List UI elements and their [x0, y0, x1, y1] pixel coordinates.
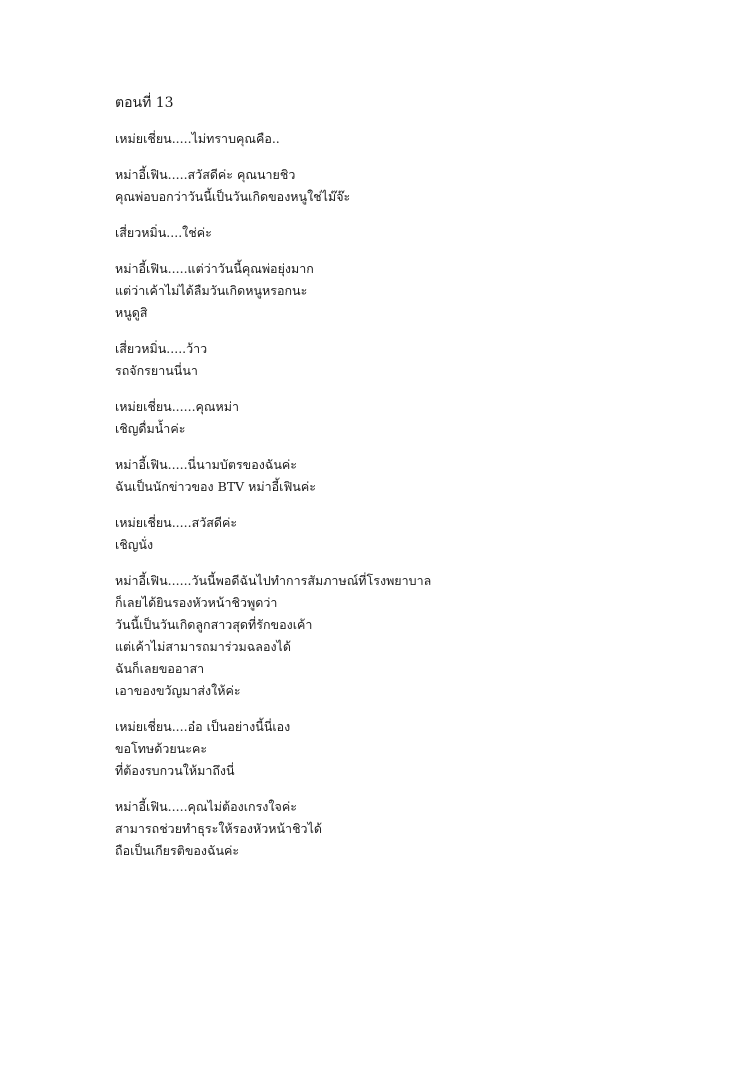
dialogue-line: วันนี้เป็นวันเกิดลูกสาวสุดที่รักของเค้า: [115, 617, 313, 632]
dialogue-block: [115, 128, 715, 150]
chapter-title: ตอนที่ 13: [115, 95, 174, 111]
dialogue-block: [115, 512, 715, 556]
dialogue-line: ที่ต้องรบกวนให้มาถึงนี่: [115, 763, 235, 778]
dialogue-line: หม่าอี้เฟิน.....นี่นามบัตรของฉันค่ะ: [115, 457, 297, 472]
dialogue-line: เหม่ยเชี่ยน....อ๋อ เป็นอย่างนี้นี่เอง: [115, 719, 291, 734]
dialogue-block: [115, 338, 715, 382]
dialogue-block: [115, 258, 715, 324]
dialogue-line: ถือเป็นเกียรติของฉันค่ะ: [115, 843, 240, 858]
dialogue-line: เสี่ยวหมิ่น.....ว้าว: [115, 341, 208, 356]
dialogue-line: เหม่ยเชี่ยน......คุณหม่า: [115, 399, 239, 414]
dialogue-line: เหม่ยเชี่ยน.....สวัสดีค่ะ: [115, 515, 238, 530]
dialogue-line: ขอโทษด้วยนะคะ: [115, 741, 208, 756]
dialogue-line: เชิญนั่ง: [115, 537, 154, 552]
dialogue-line: ฉันก็เลยขออาสา: [115, 661, 205, 676]
dialogue-line: ก็เลยได้ยินรองหัวหน้าชิวพูดว่า: [115, 595, 278, 610]
dialogue-line: เหม่ยเชี่ยน.....ไม่ทราบคุณคือ..: [115, 131, 280, 146]
dialogue-line: แต่เค้าไม่สามารถมาร่วมฉลองได้: [115, 639, 291, 654]
dialogue-line: แต่ว่าเค้าไม่ได้ลืมวันเกิดหนูหรอกนะ: [115, 283, 308, 298]
dialogue-block: [115, 716, 715, 782]
dialogue-block: [115, 396, 715, 440]
dialogue-line: หม่าอี้เฟิน.....แต่ว่าวันนี้คุณพ่อยุ่งมาก: [115, 261, 314, 276]
dialogue-line: หม่าอี้เฟิน.....คุณไม่ต้องเกรงใจค่ะ: [115, 799, 297, 814]
dialogue-block: [115, 570, 715, 702]
dialogue-line: หนูดูสิ: [115, 305, 148, 320]
document-body: [115, 92, 715, 876]
dialogue-block: [115, 796, 715, 862]
dialogue-line: เชิญดื่มน้ำค่ะ: [115, 421, 186, 436]
dialogue-line: เอาของขวัญมาส่งให้ค่ะ: [115, 683, 241, 698]
dialogue-block: [115, 164, 715, 208]
dialogue-line: ฉันเป็นนักข่าวของ BTV หม่าอี้เฟินค่ะ: [115, 479, 316, 494]
dialogue-line: เสี่ยวหมิ่น....ใช่ค่ะ: [115, 225, 212, 240]
dialogue-line: สามารถช่วยทำธุระให้รองหัวหน้าชิวได้: [115, 821, 322, 836]
dialogue-line: หม่าอี้เฟิน.....สวัสดีค่ะ คุณนายชิว: [115, 167, 296, 182]
dialogue-block: [115, 222, 715, 244]
dialogue-line: รถจักรยานนี่นา: [115, 363, 198, 378]
dialogue-list: [115, 128, 715, 862]
dialogue-block: [115, 454, 715, 498]
dialogue-line: หม่าอี้เฟิน......วันนี้พอดีฉันไปทำการสัมภาษณ์ที่โรงพยาบาล: [115, 573, 432, 588]
dialogue-line: คุณพ่อบอกว่าวันนี้เป็นวันเกิดของหนูใช่ไม๊จ๊ะ: [115, 189, 351, 204]
